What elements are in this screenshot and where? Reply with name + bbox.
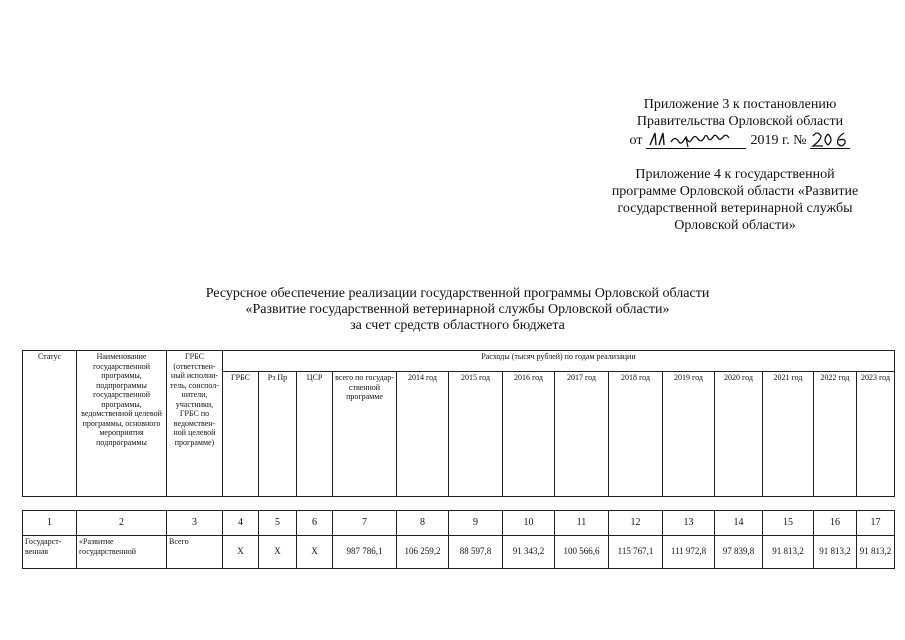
column-number: 1 bbox=[23, 511, 77, 536]
expenses-data-table bbox=[22, 510, 895, 569]
handwritten-date-signature bbox=[646, 130, 746, 148]
appendix-3-line-2: Правительства Орловской области bbox=[636, 114, 844, 129]
appendix-3-block bbox=[600, 96, 880, 149]
rzpr-header: Рз Пр bbox=[259, 372, 297, 497]
appendix-3-date-line bbox=[600, 130, 880, 149]
year-2023-header: 2023 год bbox=[857, 372, 895, 497]
title-line-2: «Развитие государственной ветеринарной службы Орловской области» bbox=[245, 302, 670, 317]
row-2014: 106 259,2 bbox=[397, 536, 449, 569]
row-2023: 91 813,2 bbox=[857, 536, 895, 569]
grbs-responsible-header: ГРБС (ответствен-ный исполни-тель, соиспол-нители, участники, ГРБС по ведомствен-ной целевой программе) bbox=[167, 351, 223, 497]
row-2018: 115 767,1 bbox=[609, 536, 663, 569]
column-number: 13 bbox=[663, 511, 715, 536]
column-number: 12 bbox=[609, 511, 663, 536]
expenses-header: Расходы (тысяч рублей) по годам реализации bbox=[223, 351, 895, 372]
row-2016: 91 343,2 bbox=[503, 536, 555, 569]
column-number: 2 bbox=[77, 511, 167, 536]
column-number: 5 bbox=[259, 511, 297, 536]
year-2014-header: 2014 год bbox=[397, 372, 449, 497]
table-row bbox=[23, 536, 895, 569]
row-grbs: Всего bbox=[167, 536, 223, 569]
total-header: всего по государ-ственной программе bbox=[333, 372, 397, 497]
year-2017-header: 2017 год bbox=[555, 372, 609, 497]
year-2018-header: 2018 год bbox=[609, 372, 663, 497]
column-number: 4 bbox=[223, 511, 259, 536]
document-title bbox=[150, 286, 765, 334]
appendix-4-line-3: государственной ветеринарной службы bbox=[617, 201, 853, 216]
year-2021-header: 2021 год bbox=[763, 372, 814, 497]
row-total: 987 786,1 bbox=[333, 536, 397, 569]
handwritten-date bbox=[646, 130, 746, 149]
csr-header: ЦСР bbox=[297, 372, 333, 497]
column-number: 7 bbox=[333, 511, 397, 536]
column-number-row bbox=[23, 511, 895, 536]
title-line-3: за счет средств областного бюджета bbox=[350, 318, 565, 333]
year-2020-header: 2020 год bbox=[715, 372, 763, 497]
row-2022: 91 813,2 bbox=[814, 536, 857, 569]
year-2016-header: 2016 год bbox=[503, 372, 555, 497]
column-number: 10 bbox=[503, 511, 555, 536]
row-2021: 91 813,2 bbox=[763, 536, 814, 569]
row-rzpr: X bbox=[259, 536, 297, 569]
appendix-4-line-4: Орловской области» bbox=[674, 218, 796, 233]
appendix-4-line-2: программе Орловской области «Развитие bbox=[611, 184, 859, 199]
row-2020: 97 839,8 bbox=[715, 536, 763, 569]
row-csr: X bbox=[297, 536, 333, 569]
year-2019-header: 2019 год bbox=[663, 372, 715, 497]
row-status: Государст-венная bbox=[23, 536, 77, 569]
appendix-3-line-1: Приложение 3 к постановлению bbox=[643, 97, 837, 112]
column-number: 15 bbox=[763, 511, 814, 536]
column-number: 17 bbox=[857, 511, 895, 536]
title-line-1: Ресурсное обеспечение реализации государственной программы Орловской области bbox=[205, 286, 710, 301]
appendix-4-line-1: Приложение 4 к государственной bbox=[635, 167, 835, 182]
column-number: 6 bbox=[297, 511, 333, 536]
name-header: Наименование государственной программы, подпрограммы государственной программы, ведомственной целевой программы, основного мероприятия подпрограммы bbox=[77, 351, 167, 497]
row-2019: 111 972,8 bbox=[663, 536, 715, 569]
handwritten-number-signature bbox=[810, 130, 850, 148]
year-2015-header: 2015 год bbox=[449, 372, 503, 497]
year-2022-header: 2022 год bbox=[814, 372, 857, 497]
expenses-header-table bbox=[22, 350, 895, 497]
row-2017: 100 566,6 bbox=[555, 536, 609, 569]
column-number: 11 bbox=[555, 511, 609, 536]
row-2015: 88 597,8 bbox=[449, 536, 503, 569]
year-label: 2019 г. № bbox=[750, 133, 807, 148]
column-number: 8 bbox=[397, 511, 449, 536]
status-header: Статус bbox=[23, 351, 77, 497]
column-number: 14 bbox=[715, 511, 763, 536]
column-number: 16 bbox=[814, 511, 857, 536]
from-label: от bbox=[629, 133, 643, 148]
grbs-code-header: ГРБС bbox=[223, 372, 259, 497]
row-name: «Развитие государственной bbox=[77, 536, 167, 569]
column-number: 3 bbox=[167, 511, 223, 536]
column-number: 9 bbox=[449, 511, 503, 536]
appendix-4-block bbox=[585, 166, 885, 234]
row-grbs-code: X bbox=[223, 536, 259, 569]
handwritten-number bbox=[810, 130, 850, 149]
